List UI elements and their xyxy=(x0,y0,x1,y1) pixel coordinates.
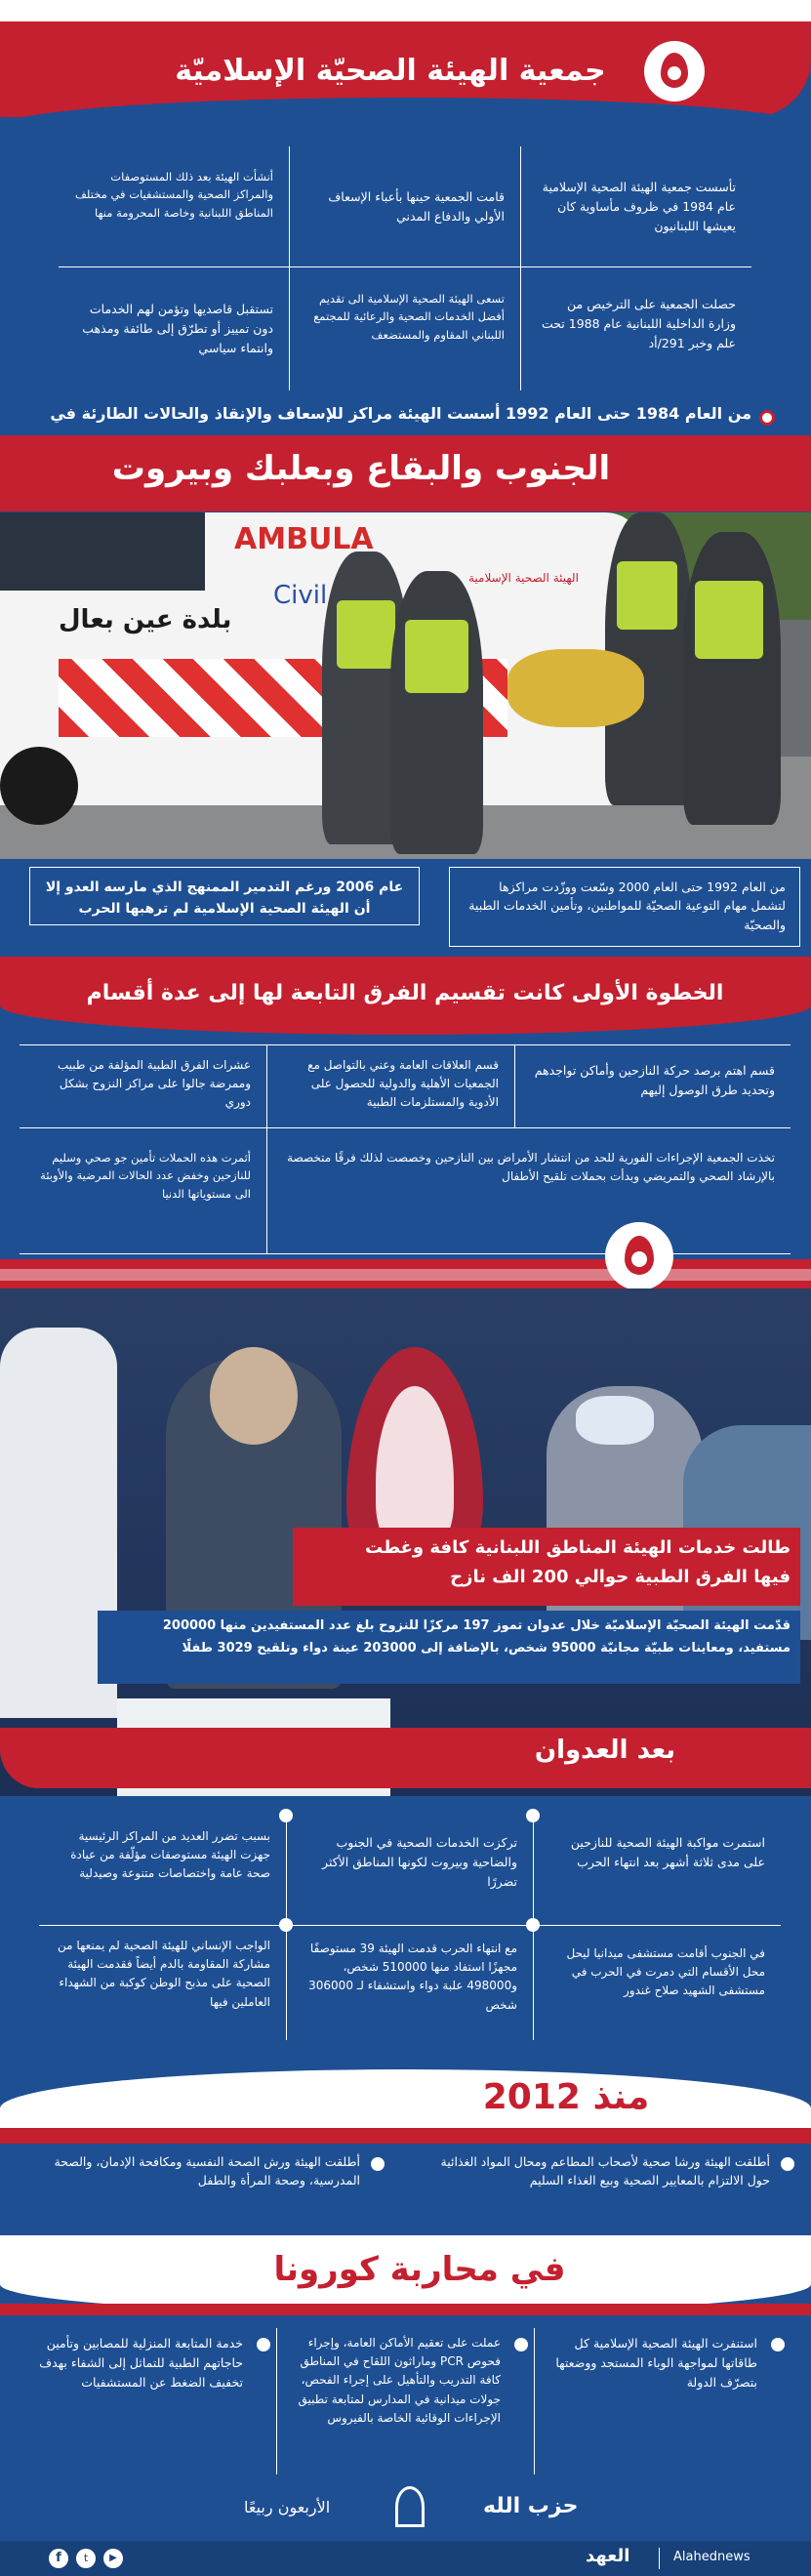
bullet-dot xyxy=(781,2157,794,2171)
bullet-dot xyxy=(371,2157,385,2171)
after-war-item-2: تركزت الخدمات الصحية في الجنوب والضاحية وبيروت لكونها المناطق الأكثر تضررًا xyxy=(322,1835,517,1889)
step-cell-5: أثمرت هذه الحملات تأمين جو صحي وسليم للنازحين وخفض عدد الحالات المرضية والأوبئة الى مستوياتها الدنيا xyxy=(40,1151,251,1201)
youtube-icon[interactable]: ▶ xyxy=(103,2549,123,2568)
corona-item-3: خدمة المتابعة المنزلية للمصابين وتأمين حاجاتهم الطبية للتماثل إلى الشفاء بهدف تخفيف الضغط عن المستشفيات xyxy=(39,2336,243,2390)
after-war-item-4: في الجنوب أقامت مستشفى ميدانيا ليحل محل الأقسام التي دمرت في الحرب في مستشفى الشهيد صلاح غندور xyxy=(566,1946,765,1998)
facebook-icon[interactable]: f xyxy=(49,2549,68,2568)
footer-divider xyxy=(659,2548,660,2569)
van-label-civil: Civil xyxy=(273,581,328,610)
step-cell-4: تخذت الجمعية الإجراءات الفورية للحد من انتشار الأمراض بين النازحين وخصصت لذلك فرقًا متخصصة بالإرشاد الصحي والتمريضي وبدأت بحملات تلقيح الأطفال xyxy=(287,1151,775,1184)
corona-item-1: استنفرت الهيئة الصحية الإسلامية كل طاقاتها لمواجهة الوباء المستجد ووضعتها بتصرّف الدولة xyxy=(555,2336,757,2390)
first-step-grid xyxy=(20,1044,791,1254)
ambulance-photo xyxy=(0,512,811,859)
van-label-ar: بلدة عين بعال xyxy=(59,605,232,634)
centers-title: الجنوب والبقاع وبعلبك وبيروت xyxy=(111,449,611,488)
intro-cell-1: تأسست جمعية الهيئة الصحية الإسلامية عام 1984 في ظروف مأساوية كان يعيشها اللبنانيون xyxy=(542,180,736,233)
corona-item-2: عملت على تعقيم الأماكن العامة، وإجراء فحوص PCR وماراثون اللقاح في المناطق كافة التدريب والتأهيل على إجراء الفحص، جولات ميدانية في المدارس لمتابعة تطبيق الإجراءات الوقائية الخاصة بالفيروس xyxy=(298,2336,501,2425)
after-war-item-1: استمرت مواكبة الهيئة الصحية للنازحين على مدى ثلاثة أشهر بعد انتهاء الحرب xyxy=(570,1835,765,1869)
twitter-icon[interactable]: t xyxy=(76,2549,96,2568)
after-photo-right: من العام 1992 حتى العام 2000 وسّعت ووزّدت مراكزها لتشمل مهام التوعية الصحيّة للمواطنين، وتأمين الخدمات الطبية والصحيّة xyxy=(449,867,800,947)
corona-grid xyxy=(20,2328,791,2474)
since2012-left: أطلقت الهيئة ورش الصحة النفسية ومكافحة الإدمان، والصحة المدرسية، وصحة المرأة والطفل xyxy=(54,2154,360,2188)
van-wheel xyxy=(0,747,78,825)
after-war-item-5: مع انتهاء الحرب قدمت الهيئة 39 مستوصفًا مجهزًا استفاد منها 510000 شخص، و498000 علبة دواء واستشفاء لـ 306000 شخص xyxy=(308,1942,517,2012)
emergency-blanket xyxy=(507,649,644,727)
after-war-title: بعد العدوان xyxy=(534,1736,676,1765)
rescuer-figure xyxy=(683,532,781,825)
intro-grid xyxy=(59,146,751,390)
step-cell-1: قسم اهتم برصد حركة النازحين وأماكن تواجدهم وتحديد طرق الوصول إليهم xyxy=(534,1063,775,1097)
brand-en: Alahednews xyxy=(673,2550,750,2564)
step-cell-2: قسم العلاقات العامة وعني بالتواصل مع الجمعيات الأهلية والدولية للحصول على الأدوية والمستلزمات الطبية xyxy=(307,1058,499,1110)
brand-ar: العهد xyxy=(586,2546,630,2566)
top-white-strip xyxy=(0,0,811,21)
since2012-right: أطلقت الهيئة ورشا صحية لأصحاب المطاعم ومحال المواد الغذائية حول الالتزام بالمعايير الصحية وبيع الغذاء السليم xyxy=(440,2154,770,2188)
centers-line: من العام 1984 حتى العام 1992 أسست الهيئة مراكز للإسعاف والإنقاذ والحالات الطارئة في xyxy=(50,404,751,423)
intro-cell-4: حصلت الجمعية على الترخيص من وزارة الداخلية اللبنانية عام 1988 تحت علم وخبر 291/أد xyxy=(541,297,736,350)
photo2-desc: قدّمت الهيئة الصحيّة الإسلاميّة خلال عدوان تموز 197 مركزًا للنزوح بلغ عدد المستفيدين منها 200000 مستفيد، ومعاينات طبيّة مجانيّة 95000 شخص، بالإضافة إلى 203000 عينة دواء وتلقيح 3029 طفلًا xyxy=(162,1618,791,1656)
photo2-caption-line2: فيها الفرق الطبية حوالي 200 الف نازح xyxy=(450,1567,791,1587)
footer-logos xyxy=(0,2484,811,2533)
after-war-timeline xyxy=(39,1816,781,2040)
after-war-item-6: الواجب الإنساني للهيئة الصحية لم يمنعها من مشاركة المقاومة بالدم أيضاً فقدمت الهيئة الصحية على مذبح الوطن كوكبة من الشهداء العاملين فيها xyxy=(58,1939,270,2009)
intro-cell-2: قامت الجمعية حينها بأعباء الإسعاف الأولي والدفاع المدني xyxy=(328,189,505,224)
intro-cell-5: تسعى الهيئة الصحية الإسلامية الى تقديم أفضل الخدمات الصحية والرعائية للمجتمع اللبناني المقاوم والمستضعف xyxy=(313,292,505,342)
intro-cell-3: أنشأت الهيئة بعد ذلك المستوصفات والمراكز الصحية والمستشفيات في مختلف المناطق اللبنانية وخاصة المحرومة منها xyxy=(75,170,273,220)
hezbollah-logo: حزب الله xyxy=(483,2494,579,2518)
van-logo-text: الهيئة الصحية الإسلامية xyxy=(468,571,579,585)
anniversary-logo: الأربعون ربيعًا xyxy=(244,2498,331,2516)
since2012-red-strip xyxy=(0,2128,811,2144)
van-label-en: AMBULA xyxy=(234,522,374,556)
corona-title: في محاربة كورونا xyxy=(273,2250,566,2289)
logo-drop-icon xyxy=(644,41,705,102)
intro-cell-6: تستقبل قاصديها وتؤمن لهم الخدمات دون تمييز أو تطرّق إلى طائفة ومذهب وانتماء سياسي xyxy=(82,302,273,355)
corona-red-strip xyxy=(0,2304,811,2315)
step-cell-3: عشرات الفرق الطبية المؤلفة من طبيب وممرضة جالوا على مراكز النزوح بشكل دوري xyxy=(57,1058,251,1110)
after-war-item-3: بسبب تضرر العديد من المراكز الرئيسية جهزت الهيئة مستوصفات مؤلّفة من عيادة صحة عامة واختصاصات متنوعة وصيدلية xyxy=(70,1829,270,1881)
ribbon-icon xyxy=(395,2486,425,2527)
rescuer-figure xyxy=(390,571,483,854)
bullet-dot xyxy=(759,410,775,426)
photo2-caption-line1: طالت خدمات الهيئة المناطق اللبنانية كافة وغطت xyxy=(365,1537,791,1558)
first-step-title: الخطوة الأولى كانت تقسيم الفرق التابعة لها إلى عدة أقسام xyxy=(86,981,724,1005)
logo-drop-icon xyxy=(605,1222,673,1290)
after-photo-left: عام 2006 ورغم التدمير الممنهج الذي مارسه العدو إلا أن الهيئة الصحية الإسلامية لم ترهبها الحرب xyxy=(29,867,420,925)
since2012-title: منذ 2012 xyxy=(482,2077,650,2117)
page-title: جمعية الهيئة الصحيّة الإسلاميّة xyxy=(175,54,606,88)
photo2-top-stripe xyxy=(0,1269,811,1281)
social-icons xyxy=(49,2549,146,2570)
